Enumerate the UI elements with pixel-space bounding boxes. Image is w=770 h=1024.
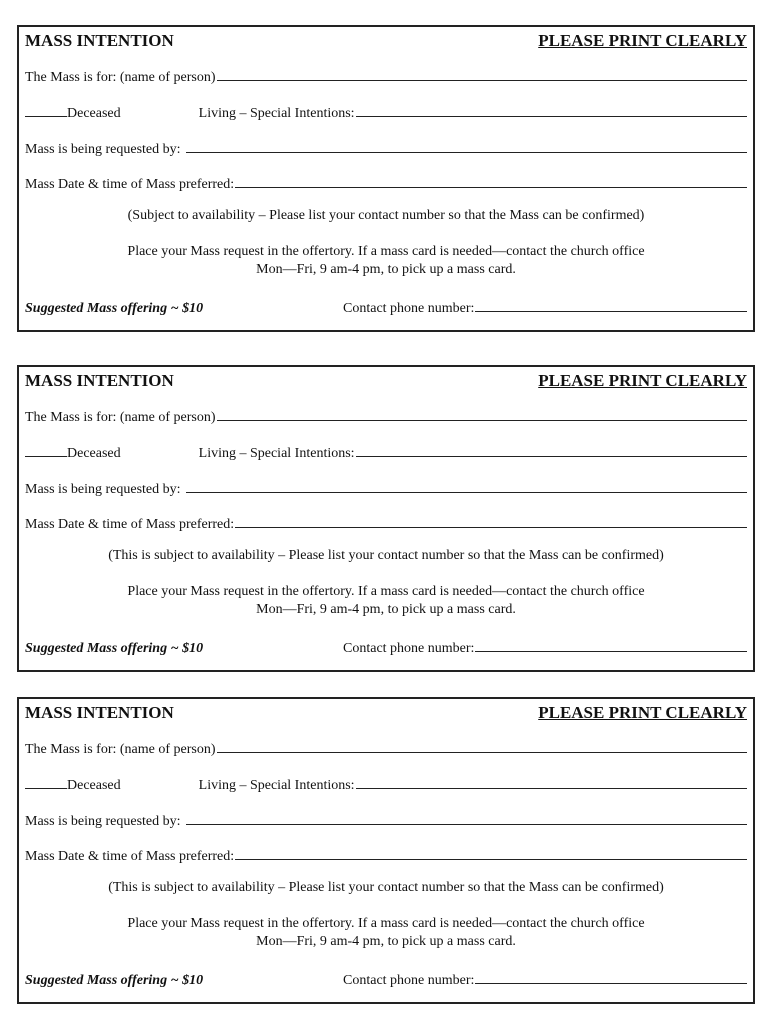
- deceased-label: Deceased: [67, 778, 121, 793]
- request-instructions-line-1: Place your Mass request in the offertory. If a mass card is needed—contact the church office: [127, 916, 645, 931]
- requested-by-field[interactable]: [186, 480, 747, 493]
- living-label: Living – Special Intentions:: [198, 778, 355, 793]
- special-intentions-field[interactable]: [356, 776, 747, 789]
- contact-phone-label: Contact phone number:: [343, 301, 475, 316]
- availability-note: (Subject to availability – Please list your contact number so that the Mass can be confirmed): [127, 208, 645, 223]
- date-time-field[interactable]: [235, 847, 747, 860]
- deceased-field[interactable]: [25, 776, 67, 789]
- suggested-offering: Suggested Mass offering ~ $10: [25, 641, 204, 656]
- offering-contact-row: [25, 971, 747, 989]
- suggested-offering: Suggested Mass offering ~ $10: [25, 301, 204, 316]
- mass-for-label: The Mass is for: (name of person): [25, 410, 216, 425]
- print-clearly-note: PLEASE PRINT CLEARLY: [538, 371, 747, 390]
- requested-by-row: [25, 480, 747, 498]
- request-instructions-line-1: Place your Mass request in the offertory. If a mass card is needed—contact the church office: [127, 584, 645, 599]
- mass-for-field[interactable]: [217, 740, 747, 753]
- mass-intention-form-3: [17, 697, 755, 1004]
- requested-by-row: [25, 812, 747, 830]
- date-time-label: Mass Date & time of Mass preferred:: [25, 177, 235, 192]
- form-title: MASS INTENTION: [25, 703, 174, 722]
- mass-for-field[interactable]: [217, 408, 747, 421]
- mass-for-field[interactable]: [217, 68, 747, 81]
- contact-phone-label: Contact phone number:: [343, 641, 475, 656]
- date-time-label: Mass Date & time of Mass preferred:: [25, 517, 235, 532]
- deceased-label: Deceased: [67, 446, 121, 461]
- requested-by-label: Mass is being requested by:: [25, 142, 181, 157]
- requested-by-row: [25, 140, 747, 158]
- deceased-field[interactable]: [25, 104, 67, 117]
- offering-contact-row: [25, 639, 747, 657]
- deceased-living-row: [25, 776, 747, 794]
- print-clearly-note: PLEASE PRINT CLEARLY: [538, 703, 747, 722]
- request-instructions-line-2: Mon—Fri, 9 am-4 pm, to pick up a mass card.: [256, 602, 516, 617]
- requested-by-label: Mass is being requested by:: [25, 482, 181, 497]
- deceased-living-row: [25, 104, 747, 122]
- request-instructions-line-2: Mon—Fri, 9 am-4 pm, to pick up a mass card.: [256, 262, 516, 277]
- contact-phone-field[interactable]: [475, 299, 747, 312]
- date-time-row: [25, 847, 747, 865]
- deceased-living-row: [25, 444, 747, 462]
- request-instructions-line-2: Mon—Fri, 9 am-4 pm, to pick up a mass card.: [256, 934, 516, 949]
- requested-by-label: Mass is being requested by:: [25, 814, 181, 829]
- form-header: [25, 371, 747, 391]
- date-time-row: [25, 515, 747, 533]
- form-title: MASS INTENTION: [25, 31, 174, 50]
- mass-intention-form-2: [17, 365, 755, 672]
- living-label: Living – Special Intentions:: [198, 446, 355, 461]
- date-time-field[interactable]: [235, 175, 747, 188]
- mass-for-label: The Mass is for: (name of person): [25, 70, 216, 85]
- mass-for-row: [25, 740, 747, 758]
- availability-note: (This is subject to availability – Please list your contact number so that the Mass can be confirmed): [108, 880, 664, 895]
- mass-for-label: The Mass is for: (name of person): [25, 742, 216, 757]
- special-intentions-field[interactable]: [356, 104, 747, 117]
- mass-intention-form-1: [17, 25, 755, 332]
- mass-for-row: [25, 408, 747, 426]
- contact-phone-field[interactable]: [475, 971, 747, 984]
- special-intentions-field[interactable]: [356, 444, 747, 457]
- contact-phone-label: Contact phone number:: [343, 973, 475, 988]
- form-header: [25, 31, 747, 51]
- request-instructions-line-1: Place your Mass request in the offertory. If a mass card is needed—contact the church office: [127, 244, 645, 259]
- contact-phone-field[interactable]: [475, 639, 747, 652]
- living-label: Living – Special Intentions:: [198, 106, 355, 121]
- requested-by-field[interactable]: [186, 140, 747, 153]
- form-title: MASS INTENTION: [25, 371, 174, 390]
- deceased-field[interactable]: [25, 444, 67, 457]
- suggested-offering: Suggested Mass offering ~ $10: [25, 973, 204, 988]
- deceased-label: Deceased: [67, 106, 121, 121]
- availability-note: (This is subject to availability – Please list your contact number so that the Mass can be confirmed): [108, 548, 664, 563]
- date-time-row: [25, 175, 747, 193]
- print-clearly-note: PLEASE PRINT CLEARLY: [538, 31, 747, 50]
- date-time-field[interactable]: [235, 515, 747, 528]
- requested-by-field[interactable]: [186, 812, 747, 825]
- date-time-label: Mass Date & time of Mass preferred:: [25, 849, 235, 864]
- form-header: [25, 703, 747, 723]
- mass-for-row: [25, 68, 747, 86]
- offering-contact-row: [25, 299, 747, 317]
